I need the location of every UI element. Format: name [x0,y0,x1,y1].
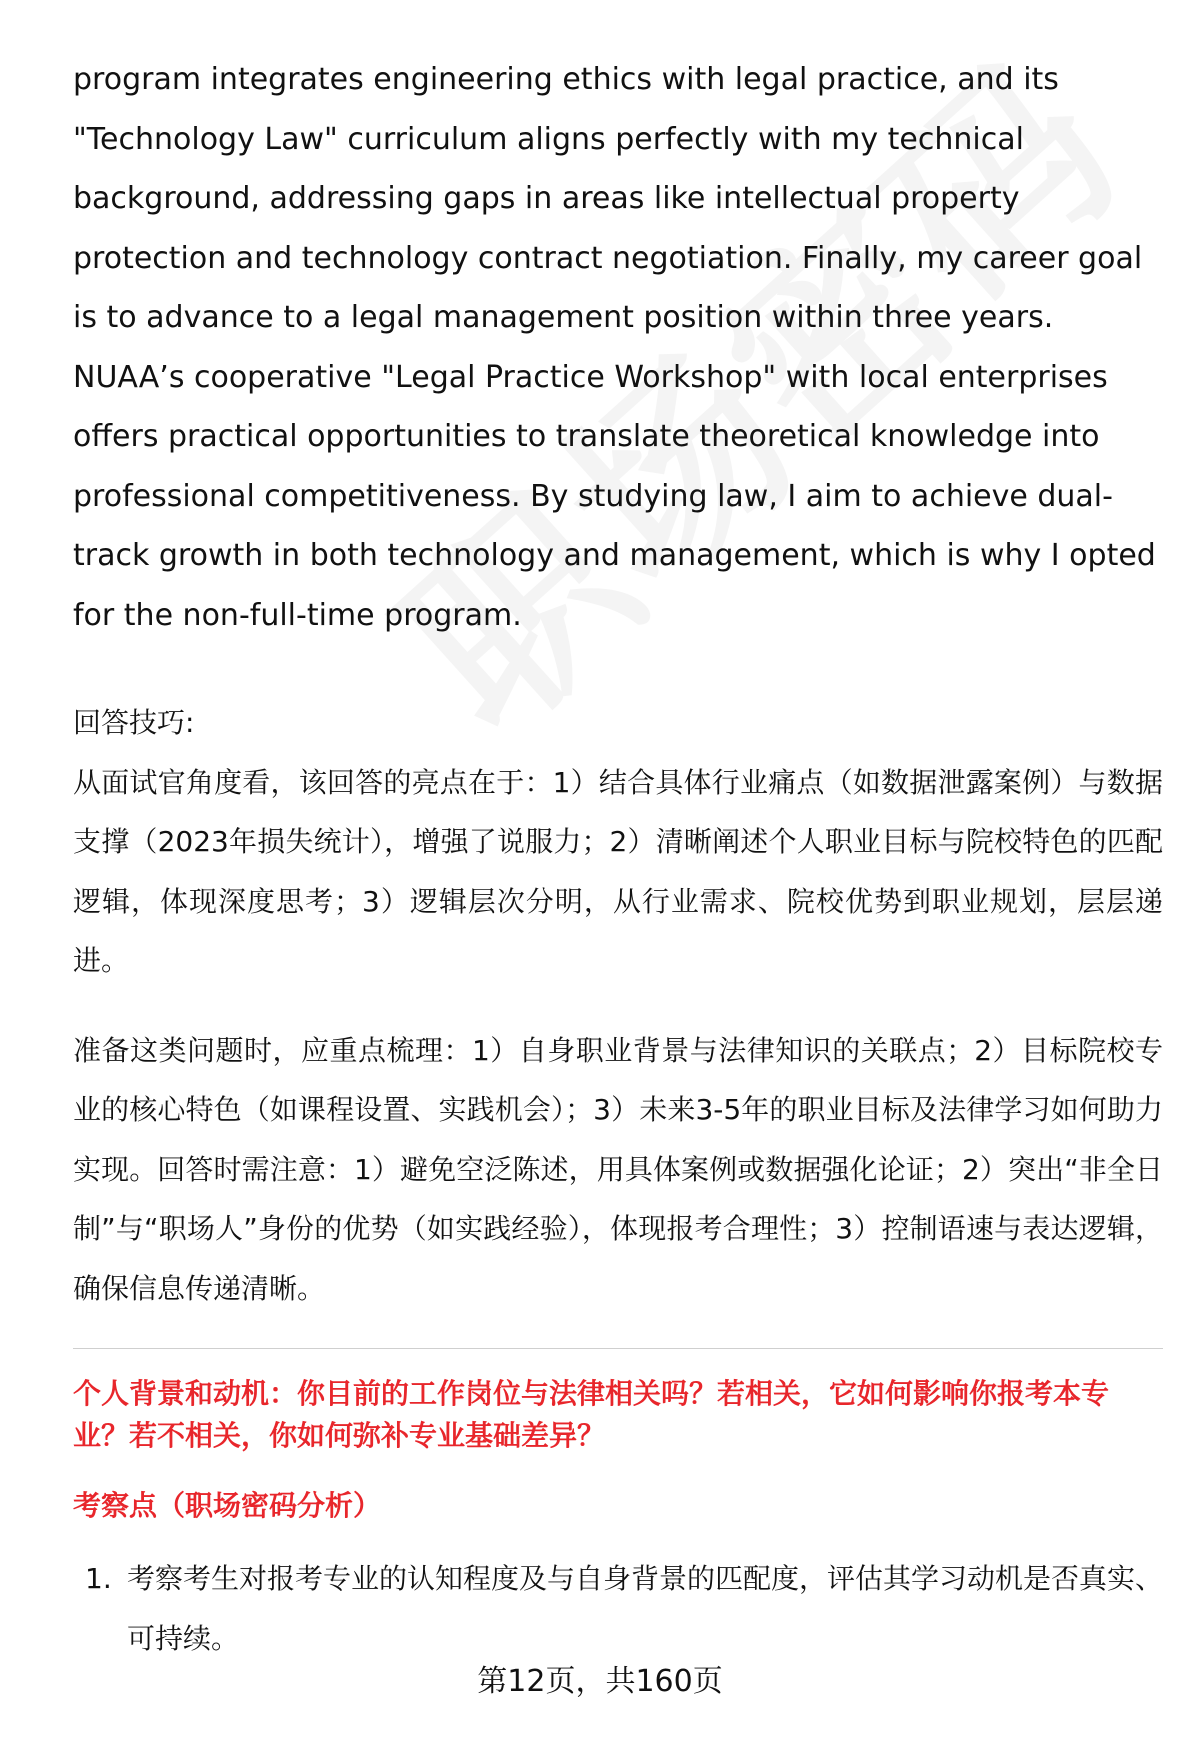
list-item-number: 1. [85,1562,112,1595]
list-item-text: 考察考生对报考专业的认知程度及与自身背景的匹配度，评估其学习动机是否真实、可持续。 [127,1562,1164,1655]
tips-paragraph-1: 从面试官角度看，该回答的亮点在于：1）结合具体行业痛点（如数据泄露案例）与数据支撑（2023年损失统计），增强了说服力；2）清晰阐述个人职业目标与院校特色的匹配逻辑，体现深度思考；3）逻辑层次分明，从行业需求、院校优势到职业规划，层层递进。 [73,765,1163,977]
page-content [73,50,1163,1668]
answer-tips-section [73,693,1163,1318]
english-answer-paragraph: program integrates engineering ethics with legal practice, and its "Technology Law" curriculum aligns perfectly with my technical background, addressing gaps in areas like intellectual property protection and technology contract negotiation. Finally, my career goal is to advance to a legal management position within three years. NUAA’s cooperative "Legal Practice Workshop" with local enterprises offers practical opportunities to translate theoretical knowledge into professional competitiveness. By studying law, I aim to achieve dual-track growth in both technology and management, which is why I opted for the non-full-time program. [73,62,1156,633]
list-item [73,1549,1163,1668]
tips-paragraph-2: 准备这类问题时，应重点梳理：1）自身职业背景与法律知识的关联点；2）目标院校专业的核心特色（如课程设置、实践机会）；3）未来3-5年的职业目标及法律学习如何助力实现。回答时需注意：1）避免空泛陈述，用具体案例或数据强化论证；2）突出“非全日制”与“职场人”身份的优势（如实践经验），体现报考合理性；3）控制语速与表达逻辑，确保信息传递清晰。 [73,1033,1163,1305]
page-number-footer: 第12页，共160页 [477,1664,723,1699]
assessment-points-heading: 考察点（职场密码分析） [73,1489,382,1522]
question-section [73,1373,1163,1668]
section-divider [73,1348,1163,1349]
assessment-points-list [73,1549,1163,1668]
tips-heading: 回答技巧: [73,706,195,739]
question-title: 个人背景和动机：你目前的工作岗位与法律相关吗？若相关，它如何影响你报考本专业？若不相关，你如何弥补专业基础差异？ [73,1377,1110,1452]
